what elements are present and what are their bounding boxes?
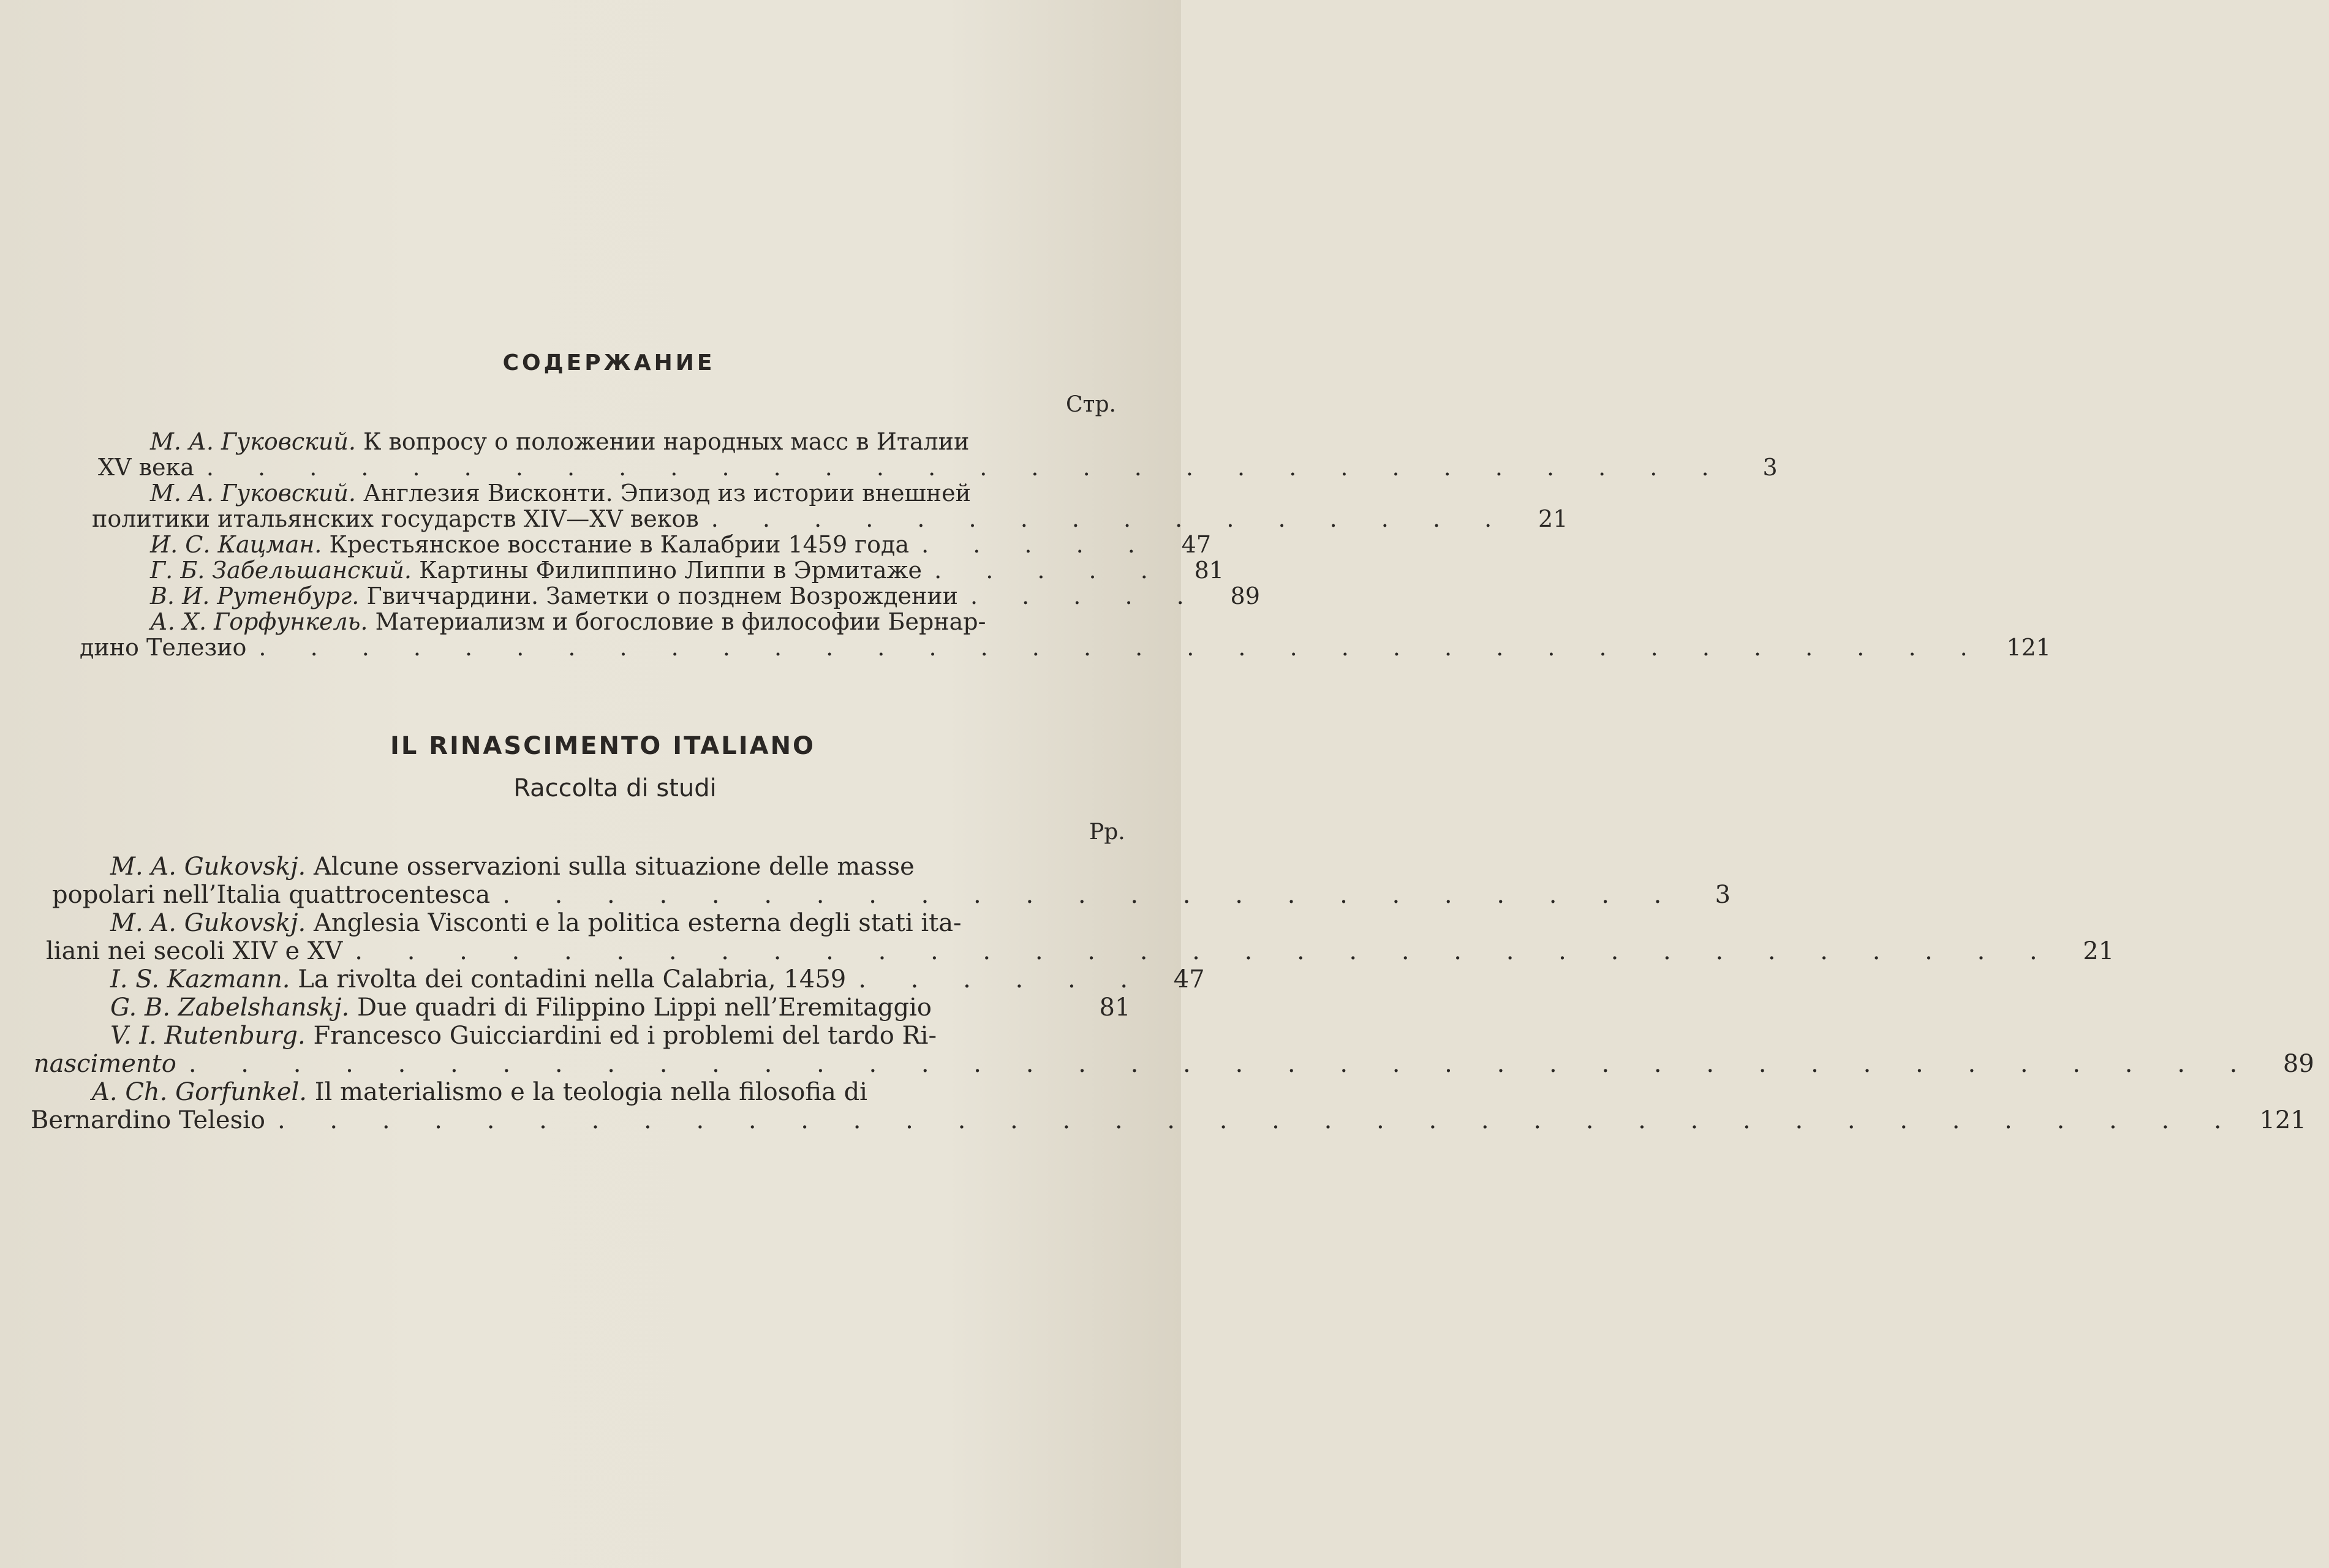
dot-leader: . . . . . [970,582,1202,609]
entry-title-continued: liani nei secoli XIV e XV [46,937,343,965]
entry-title-continued: nascimento [34,1050,176,1078]
entry-title: Il materialismo e la teologia nella filosofia di [314,1078,867,1106]
toc-entry [80,557,1224,584]
entry-page-number: 121 [2259,1106,2306,1134]
dot-leader: . . . . . [934,557,1166,584]
entry-page-number: 21 [1538,505,1568,532]
toc-entry [31,993,1146,1022]
entry-author: M. A. Gukovskj. [110,909,306,937]
entry-page-number: 81 [1099,993,1131,1022]
dot-leader: . . . . . . . . . . . . . . . . . . . . . . . . . . . . . . . . . . . . . . [277,1106,2240,1134]
toc-entry [31,1078,2306,1134]
entry-title-continued: popolari nell’Italia quattrocentesca [52,881,491,909]
dot-leader: . . . . . . . . . . . . . . . . . . . . . . . . . . . . . . . . . . . . . . . . [188,1050,2256,1078]
entry-page-number: 89 [1230,582,1260,609]
entry-title: La rivolta dei contadini nella Calabria, 1459 [298,965,847,993]
entry-page-number: 81 [1194,557,1224,584]
entry-title: К вопросу о положении народных масс в Италии [363,428,970,455]
dot-leader: . . . . . [921,531,1153,558]
entry-title: Alcune osservazioni sulla situazione delle masse [313,853,915,881]
contents-subheading-it: Raccolta di studi [513,774,717,802]
entry-title: Материализм и богословие в философии Бернар- [375,608,986,635]
entry-page-number: 21 [2083,937,2115,965]
entry-title-continued: дино Телезио [80,634,247,661]
entry-page-number: 3 [1762,454,1778,481]
entry-title: Francesco Guicciardini ed i problemi del tardo Ri- [313,1022,937,1050]
toc-entry [31,853,1731,909]
toc-entry [31,965,1205,993]
contents-heading-ru: СОДЕРЖАНИЕ [502,350,715,375]
toc-entry [31,1022,2314,1078]
entry-title: Anglesia Visconti e la politica esterna degli stati ita- [313,909,962,937]
entry-author: A. Ch. Gorfunkel. [92,1078,308,1106]
dot-leader: . . . . . . . . . . . . . . . . . . . . . . . . . . . . . . [206,454,1727,481]
entry-page-number: 3 [1715,881,1731,909]
entry-title: Картины Филиппино Липпи в Эрмитаже [419,557,923,584]
entry-title-continued: Bernardino Telesio [31,1106,265,1134]
page-column-label-ru: Стр. [1066,392,1116,417]
entry-author: V. I. Rutenburg. [110,1022,306,1050]
entry-author: М. А. Гуковский. [150,480,356,507]
entry-author: M. A. Gukovskj. [110,853,306,881]
dot-leader: . . . . . . . . . . . . . . . . . . . . . . . [502,881,1680,909]
toc-list-ru [80,428,2051,661]
entry-title: Крестьянское восстание в Калабрии 1459 года [329,531,910,558]
toc-entry [80,428,1778,481]
entry-author: G. B. Zabelshanskj. [110,993,350,1022]
entry-page-number: 47 [1173,965,1205,993]
toc-entry [31,909,2115,965]
entry-author: И. С. Кацман. [150,531,322,558]
entry-author: I. S. Kazmann. [110,965,290,993]
dot-leader: . . . . . . . . . . . . . . . . . . . . . . . . . . . . . . . . . [355,937,2056,965]
toc-entry [80,531,1211,558]
dot-leader: . . . . . . . . . . . . . . . . [711,505,1511,532]
entry-title: Due quadri di Filippino Lippi nell’Eremitaggio [357,993,932,1022]
contents-heading-it: IL RINASCIMENTO ITALIANO [390,732,816,760]
toc-entry [80,480,1568,532]
toc-list-it [31,853,2314,1134]
entry-author: В. И. Рутенбург. [150,582,360,609]
entry-title-continued: политики итальянских государств XIV—XV веков [92,505,699,532]
toc-entry [80,608,2051,661]
entry-title: Гвиччардини. Заметки о позднем Возрождении [366,582,958,609]
toc-entry [80,582,1260,609]
dot-leader: . . . . . . . . . . . . . . . . . . . . . . . . . . . . . . . . . . [259,634,1986,661]
entry-author: Г. Б. Забельшанский. [150,557,412,584]
entry-author: А. Х. Горфункель. [150,608,368,635]
dot-leader: . . . . . . [858,965,1147,993]
entry-title-continued: XV века [98,454,194,481]
entry-title: Англезия Висконти. Эпизод из истории внешней [363,480,971,507]
page-column-label-it: Pp. [1089,820,1125,845]
entry-page-number: 89 [2282,1050,2314,1078]
entry-page-number: 121 [2006,634,2051,661]
entry-page-number: 47 [1181,531,1211,558]
entry-author: М. А. Гуковский. [150,428,356,455]
